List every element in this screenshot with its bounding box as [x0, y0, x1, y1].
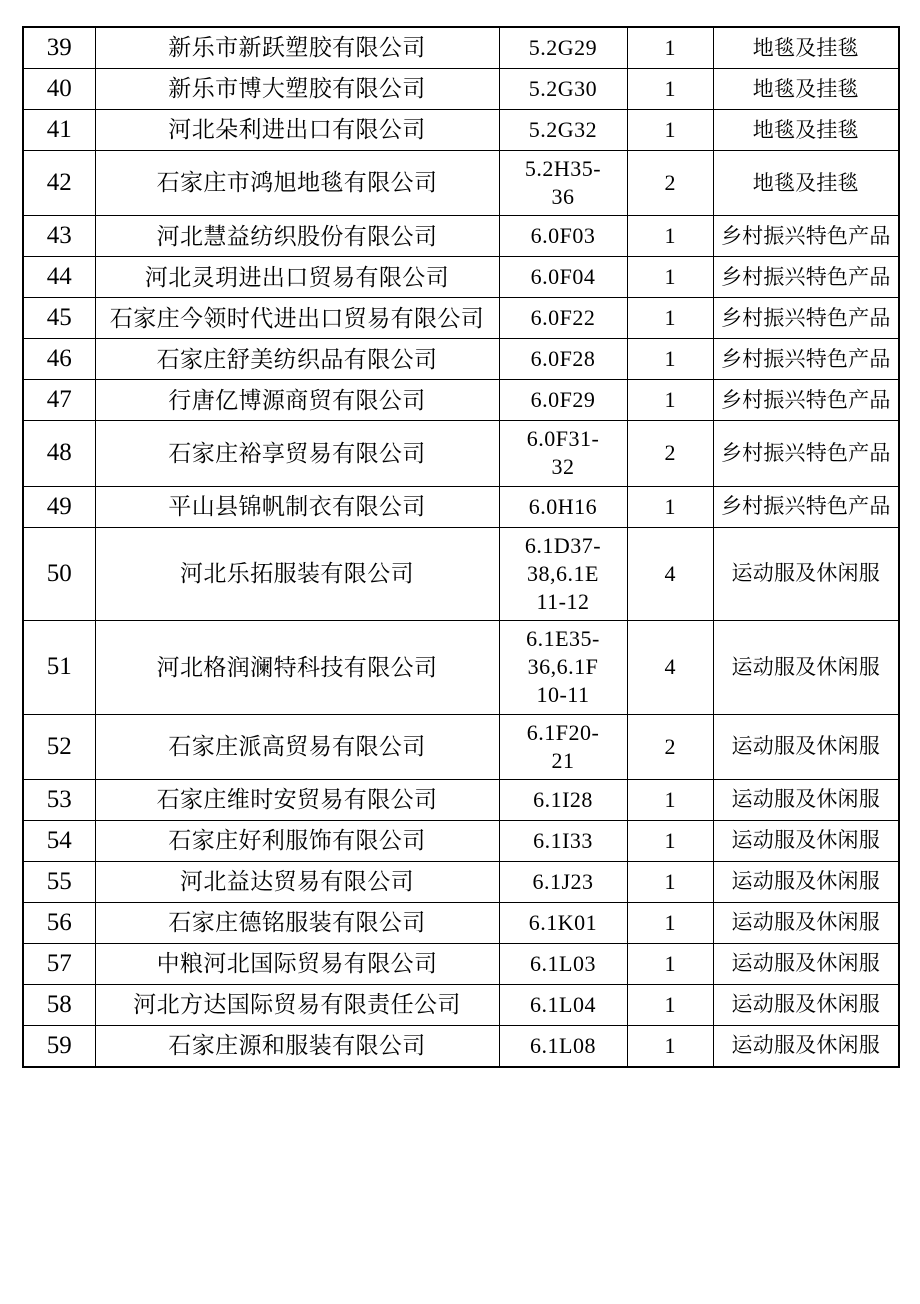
cell-booth-count: 1 — [627, 1025, 713, 1067]
cell-booth-number: 6.1I33 — [499, 820, 627, 861]
cell-index: 44 — [23, 257, 95, 298]
cell-booth-number: 6.0F04 — [499, 257, 627, 298]
cell-company-name: 石家庄源和服装有限公司 — [95, 1025, 499, 1067]
cell-booth-number: 6.0F28 — [499, 339, 627, 380]
cell-booth-number: 6.1L08 — [499, 1025, 627, 1067]
cell-index: 50 — [23, 527, 95, 620]
cell-booth-number: 6.0F22 — [499, 298, 627, 339]
table-row — [23, 621, 899, 714]
cell-category: 地毯及挂毯 — [713, 110, 899, 151]
cell-index: 58 — [23, 984, 95, 1025]
cell-booth-number: 6.0F03 — [499, 216, 627, 257]
cell-company-name: 平山县锦帆制衣有限公司 — [95, 486, 499, 527]
cell-company-name: 河北格润澜特科技有限公司 — [95, 621, 499, 714]
cell-booth-number: 5.2G29 — [499, 27, 627, 69]
cell-booth-number: 6.1I28 — [499, 779, 627, 820]
cell-category: 乡村振兴特色产品 — [713, 380, 899, 421]
cell-index: 57 — [23, 943, 95, 984]
cell-company-name: 河北灵玥进出口贸易有限公司 — [95, 257, 499, 298]
cell-booth-number: 6.1J23 — [499, 861, 627, 902]
cell-index: 55 — [23, 861, 95, 902]
cell-booth-count: 1 — [627, 779, 713, 820]
cell-company-name: 石家庄舒美纺织品有限公司 — [95, 339, 499, 380]
cell-category: 运动服及休闲服 — [713, 779, 899, 820]
cell-category: 运动服及休闲服 — [713, 1025, 899, 1067]
table-row — [23, 861, 899, 902]
cell-company-name: 河北乐拓服装有限公司 — [95, 527, 499, 620]
cell-booth-count: 1 — [627, 984, 713, 1025]
cell-booth-number: 5.2G30 — [499, 69, 627, 110]
cell-company-name: 石家庄市鸿旭地毯有限公司 — [95, 151, 499, 216]
cell-category: 乡村振兴特色产品 — [713, 486, 899, 527]
cell-booth-count: 1 — [627, 820, 713, 861]
cell-booth-count: 1 — [627, 486, 713, 527]
cell-category: 地毯及挂毯 — [713, 27, 899, 69]
table-row — [23, 110, 899, 151]
cell-company-name: 石家庄派高贸易有限公司 — [95, 714, 499, 779]
cell-company-name: 石家庄今领时代进出口贸易有限公司 — [95, 298, 499, 339]
cell-index: 46 — [23, 339, 95, 380]
table-row — [23, 257, 899, 298]
cell-company-name: 石家庄维时安贸易有限公司 — [95, 779, 499, 820]
cell-index: 56 — [23, 902, 95, 943]
table-row — [23, 779, 899, 820]
cell-company-name: 河北慧益纺织股份有限公司 — [95, 216, 499, 257]
table-row — [23, 1025, 899, 1067]
cell-index: 49 — [23, 486, 95, 527]
cell-company-name: 新乐市博大塑胶有限公司 — [95, 69, 499, 110]
cell-company-name: 河北益达贸易有限公司 — [95, 861, 499, 902]
cell-category: 运动服及休闲服 — [713, 714, 899, 779]
cell-booth-number: 5.2G32 — [499, 110, 627, 151]
table-row — [23, 527, 899, 620]
cell-booth-number: 5.2H35- 36 — [499, 151, 627, 216]
cell-booth-count: 1 — [627, 216, 713, 257]
cell-index: 45 — [23, 298, 95, 339]
cell-category: 运动服及休闲服 — [713, 902, 899, 943]
cell-booth-count: 1 — [627, 69, 713, 110]
cell-booth-number: 6.1L04 — [499, 984, 627, 1025]
cell-category: 乡村振兴特色产品 — [713, 216, 899, 257]
cell-category: 乡村振兴特色产品 — [713, 298, 899, 339]
cell-company-name: 行唐亿博源商贸有限公司 — [95, 380, 499, 421]
table-row — [23, 820, 899, 861]
cell-booth-number: 6.1F20- 21 — [499, 714, 627, 779]
cell-company-name: 河北方达国际贸易有限责任公司 — [95, 984, 499, 1025]
cell-index: 39 — [23, 27, 95, 69]
table-row — [23, 69, 899, 110]
cell-booth-number: 6.0H16 — [499, 486, 627, 527]
cell-category: 地毯及挂毯 — [713, 69, 899, 110]
cell-company-name: 石家庄好利服饰有限公司 — [95, 820, 499, 861]
cell-category: 乡村振兴特色产品 — [713, 421, 899, 486]
table-row — [23, 151, 899, 216]
cell-company-name: 河北朵利进出口有限公司 — [95, 110, 499, 151]
cell-index: 52 — [23, 714, 95, 779]
table-body — [23, 27, 899, 1067]
cell-booth-count: 1 — [627, 861, 713, 902]
cell-booth-number: 6.0F31- 32 — [499, 421, 627, 486]
exhibitor-table — [22, 26, 900, 1068]
cell-index: 42 — [23, 151, 95, 216]
cell-company-name: 石家庄裕享贸易有限公司 — [95, 421, 499, 486]
cell-index: 40 — [23, 69, 95, 110]
cell-category: 运动服及休闲服 — [713, 943, 899, 984]
cell-category: 运动服及休闲服 — [713, 527, 899, 620]
cell-category: 乡村振兴特色产品 — [713, 339, 899, 380]
table-row — [23, 984, 899, 1025]
cell-booth-count: 2 — [627, 714, 713, 779]
table-row — [23, 714, 899, 779]
cell-index: 43 — [23, 216, 95, 257]
cell-booth-count: 4 — [627, 621, 713, 714]
table-row — [23, 298, 899, 339]
cell-category: 运动服及休闲服 — [713, 820, 899, 861]
cell-company-name: 新乐市新跃塑胶有限公司 — [95, 27, 499, 69]
cell-booth-count: 1 — [627, 902, 713, 943]
cell-index: 53 — [23, 779, 95, 820]
cell-booth-count: 4 — [627, 527, 713, 620]
cell-category: 乡村振兴特色产品 — [713, 257, 899, 298]
cell-booth-number: 6.1D37- 38,6.1E 11-12 — [499, 527, 627, 620]
table-row — [23, 486, 899, 527]
cell-category: 运动服及休闲服 — [713, 861, 899, 902]
cell-booth-count: 1 — [627, 27, 713, 69]
table-row — [23, 421, 899, 486]
cell-booth-count: 2 — [627, 151, 713, 216]
cell-booth-number: 6.1K01 — [499, 902, 627, 943]
cell-booth-count: 1 — [627, 943, 713, 984]
cell-category: 运动服及休闲服 — [713, 621, 899, 714]
cell-index: 59 — [23, 1025, 95, 1067]
table-row — [23, 380, 899, 421]
table-row — [23, 216, 899, 257]
cell-booth-count: 1 — [627, 257, 713, 298]
cell-booth-count: 2 — [627, 421, 713, 486]
cell-booth-number: 6.0F29 — [499, 380, 627, 421]
cell-company-name: 中粮河北国际贸易有限公司 — [95, 943, 499, 984]
cell-company-name: 石家庄德铭服装有限公司 — [95, 902, 499, 943]
cell-index: 51 — [23, 621, 95, 714]
table-row — [23, 27, 899, 69]
cell-index: 47 — [23, 380, 95, 421]
cell-index: 54 — [23, 820, 95, 861]
table-row — [23, 339, 899, 380]
cell-booth-count: 1 — [627, 339, 713, 380]
cell-booth-count: 1 — [627, 380, 713, 421]
table-row — [23, 902, 899, 943]
table-row — [23, 943, 899, 984]
cell-booth-number: 6.1E35- 36,6.1F 10-11 — [499, 621, 627, 714]
cell-category: 地毯及挂毯 — [713, 151, 899, 216]
cell-category: 运动服及休闲服 — [713, 984, 899, 1025]
cell-index: 48 — [23, 421, 95, 486]
cell-booth-number: 6.1L03 — [499, 943, 627, 984]
cell-index: 41 — [23, 110, 95, 151]
cell-booth-count: 1 — [627, 110, 713, 151]
cell-booth-count: 1 — [627, 298, 713, 339]
